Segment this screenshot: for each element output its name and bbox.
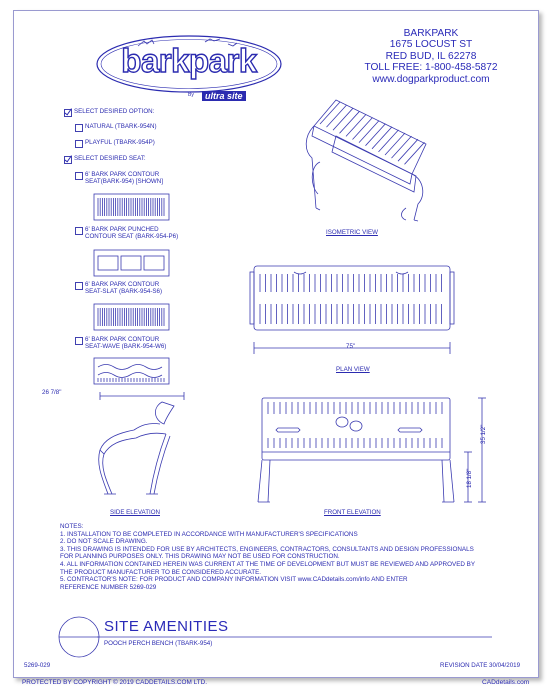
note-line: FOR PLANNING PURPOSES ONLY. THIS DRAWING MAY NOT BE USED FOR CONSTRUCTION. — [60, 553, 340, 561]
select-option-label: SELECT DESIRED OPTION: — [74, 108, 155, 115]
slot-line — [385, 133, 405, 155]
notes-title: NOTES: — [60, 523, 84, 530]
seat-option-label — [85, 336, 166, 351]
title-block-subtitle: POOCH PERCH BENCH (TBARK-954) — [104, 640, 213, 647]
seat-thumbnail-contour — [94, 194, 174, 224]
slot-line — [392, 136, 412, 158]
slot-line — [353, 118, 373, 140]
seat-option-line1: 6' BARK PARK CONTOUR — [85, 281, 160, 288]
plan-view-label: PLAN VIEW — [336, 366, 370, 373]
note-line: THE PRODUCT MANUFACTURER TO BE CONSIDERED ACCURATE. — [60, 568, 262, 576]
front-elevation-label: FRONT ELEVATION — [324, 509, 381, 516]
seat-checkbox[interactable] — [64, 156, 72, 164]
isometric-view-label: ISOMETRIC VIEW — [326, 229, 378, 236]
natural-checkbox[interactable] — [75, 124, 83, 132]
side-elevation-drawing — [74, 390, 194, 510]
note-line: 4. ALL INFORMATION CONTAINED HEREIN WAS CURRENT AT THE TIME OF DEVELOPMENT BUT MUST BE REVIEWED AND APPROVED BY — [60, 560, 476, 568]
seat-option-line2: CONTOUR SEAT (BARK-954-P6) — [85, 233, 179, 241]
seat-thumbnail-punched — [94, 250, 174, 280]
company-info — [356, 28, 506, 85]
copyright-notice: PROTECTED BY COPYRIGHT © 2019 CADDETAILS.COM LTD. — [22, 679, 207, 686]
playful-option-label: PLAYFUL (TBARK-954P) — [85, 139, 155, 146]
seat-option-checkbox[interactable] — [75, 172, 83, 180]
company-address-line2: RED BUD, IL 62278 — [385, 50, 477, 62]
slot-line — [327, 105, 347, 127]
slot-line — [379, 130, 399, 152]
note-line: 2. DO NOT SCALE DRAWING. — [60, 538, 148, 546]
width-dimension: 75" — [346, 343, 356, 350]
caddetails-link[interactable]: CADdetails.com — [482, 679, 530, 686]
seat-thumbnail-wave — [94, 358, 174, 388]
select-seat-label: SELECT DESIRED SEAT: — [74, 155, 146, 162]
seat-option-label — [85, 281, 162, 296]
slot-line — [340, 111, 360, 133]
company-website: www.dogparkproduct.com — [372, 73, 490, 85]
height-dimension: 35 1/2" — [480, 424, 487, 444]
slot-line — [320, 102, 340, 124]
slot-line — [372, 127, 392, 149]
seat-option-line1: 6' BARK PARK CONTOUR — [85, 336, 160, 343]
revision-date: REVISION DATE 30/04/2019 — [440, 662, 521, 669]
seat-option-line2: SEAT-SLAT (BARK-954-S6) — [85, 288, 163, 296]
seat-option-checkbox[interactable] — [75, 337, 83, 345]
plan-view-drawing — [246, 262, 466, 342]
seat-option-checkbox[interactable] — [75, 282, 83, 290]
title-block-graphic — [0, 610, 550, 670]
by-text: By — [188, 92, 194, 98]
note-line: 5. CONTRACTOR'S NOTE: FOR PRODUCT AND COMPANY INFORMATION VISIT www.CADdetails.com/info AND ENTER — [60, 576, 408, 584]
seat-option-line2: SEAT-WAVE (BARK-954-W6) — [85, 343, 167, 351]
seat-option-line1: 6' BARK PARK CONTOUR — [85, 171, 160, 178]
playful-checkbox[interactable] — [75, 140, 83, 148]
side-elevation-label: SIDE ELEVATION — [110, 509, 160, 516]
slot-line — [366, 124, 386, 146]
seat-height-dimension: 18 1/8" — [466, 468, 473, 488]
note-line: 1. INSTALLATION TO BE COMPLETED IN ACCORDANCE WITH MANUFACTURER'S SPECIFICATIONS — [60, 530, 358, 538]
slot-line — [359, 121, 379, 143]
slot-line — [333, 108, 353, 130]
seat-option-line1: 6' BARK PARK PUNCHED — [85, 226, 159, 233]
reference-number: 5269-029 — [24, 662, 51, 669]
title-block-title: SITE AMENITIES — [104, 618, 229, 635]
seat-option-label — [85, 171, 163, 186]
note-line: 3. THIS DRAWING IS INTENDED FOR USE BY ARCHITECTS, ENGINEERS, CONTRACTORS, CONSULTANTS AND DESIGN PROFESSIONALS — [60, 545, 474, 553]
natural-option-label: NATURAL (TBARK-954N) — [85, 123, 157, 130]
seat-option-checkbox[interactable] — [75, 227, 83, 235]
company-phone: TOLL FREE: 1-800-458-5872 — [364, 62, 498, 74]
company-address-line1: 1675 LOCUST ST — [389, 39, 473, 51]
seat-option-line2: SEAT(BARK-954) [SHOWN] — [85, 178, 163, 186]
note-line: REFERENCE NUMBER 5269-029 — [60, 583, 157, 591]
logo-wordmark: barkpark — [121, 42, 257, 79]
slot-line — [346, 114, 366, 136]
ultra-site-logo: ultra site — [202, 91, 246, 101]
front-elevation-drawing — [248, 392, 498, 512]
seat-option-label — [85, 226, 178, 241]
depth-dimension: 26 7/8" — [42, 389, 62, 396]
seat-thumbnail-slat — [94, 304, 174, 334]
option-checkbox[interactable] — [64, 109, 72, 117]
slot-line — [398, 139, 418, 161]
company-name: BARKPARK — [403, 28, 459, 39]
isometric-view-drawing — [296, 96, 436, 226]
notes-section — [60, 523, 475, 591]
